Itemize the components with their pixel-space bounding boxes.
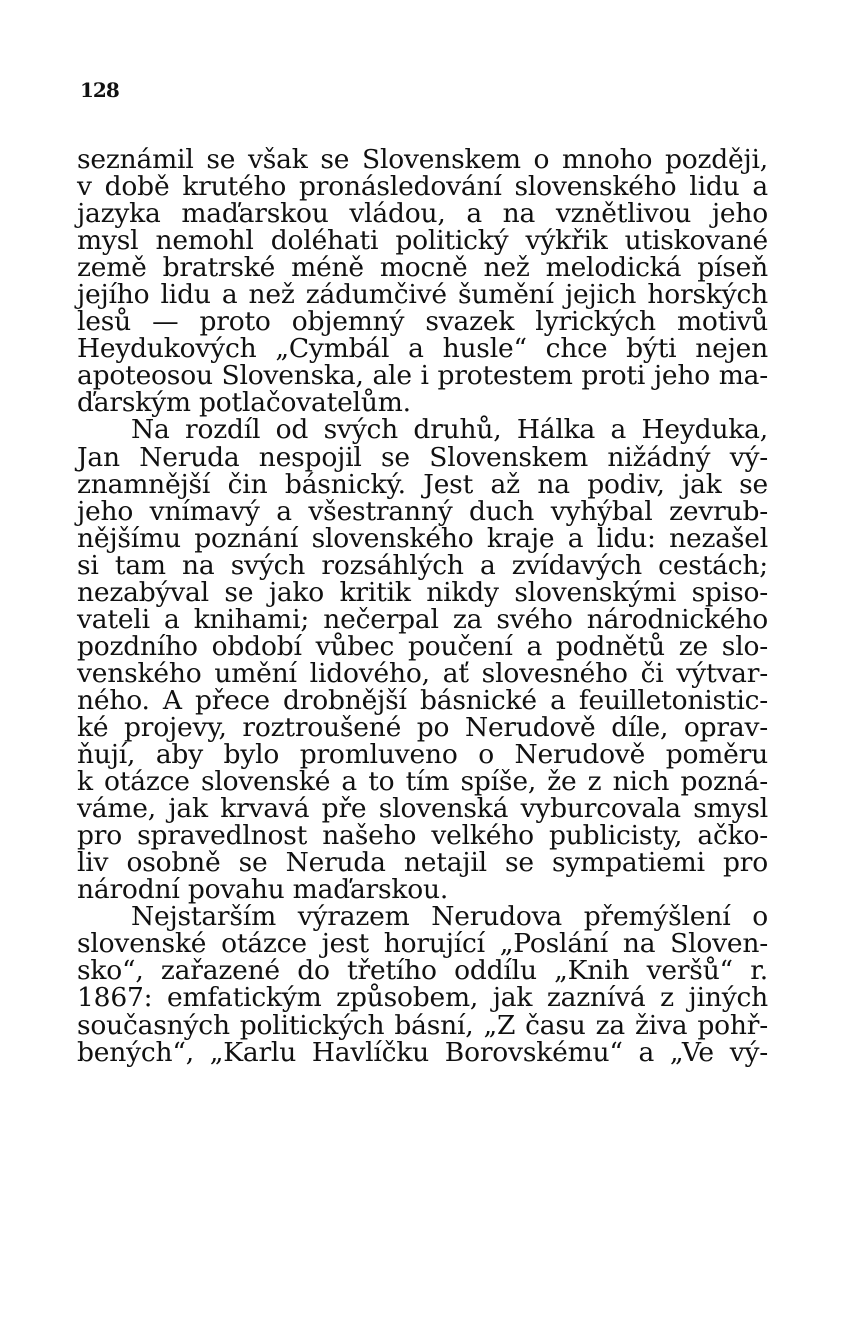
text-line: slovenské otázce jest horující „Poslání na Sloven- xyxy=(77,928,768,960)
text-line: pozdního období vůbec poučení a podnětů ze slo- xyxy=(77,630,768,662)
text-line: ďarským potlačovatelům. xyxy=(77,387,411,419)
text-line: lesů — proto objemný svazek lyrických motivů xyxy=(77,306,768,338)
text-line: znamnější čin básnický. Jest až na podiv, jak se xyxy=(77,468,768,500)
text-line: nějšímu poznání slovenského kraje a lidu: nezašel xyxy=(77,522,768,554)
text-line: Nejstarším výrazem Nerudova přemýšlení o xyxy=(131,901,768,933)
paragraph xyxy=(77,901,768,1068)
text-line: jejího lidu a než zádumčivé šumění jejich horských xyxy=(77,279,768,311)
text-line: jazyka maďarskou vládou, a na vznětlivou jeho xyxy=(77,198,768,230)
text-line: Na rozdíl od svých druhů, Hálka a Heyduka, xyxy=(131,414,768,446)
text-line: ného. A přece drobnější básnické a feuilletonistic- xyxy=(77,684,768,716)
text-line: v době krutého pronásledování slovenského lidu a xyxy=(77,171,768,203)
text-line: země bratrské méně mocně než melodická píseň xyxy=(77,252,768,284)
text-line: vateli a knihami; nečerpal za svého národnického xyxy=(77,603,768,635)
text-line: jeho vnímavý a všestranný duch vyhýbal zevrub- xyxy=(77,495,768,527)
text-line: Jan Neruda nespojil se Slovenskem nižádný vý- xyxy=(77,441,768,473)
paragraph xyxy=(77,414,768,906)
text-line: si tam na svých rozsáhlých a zvídavých cestách; xyxy=(77,549,768,581)
paragraph xyxy=(77,144,768,419)
text-line: mysl nemohl doléhati politický výkřik utiskované xyxy=(77,225,768,257)
page-number: 128 xyxy=(80,78,119,102)
text-line: liv osobně se Neruda netajil se sympatiemi pro xyxy=(77,847,768,879)
text-line: k otázce slovenské a to tím spíše, že z nich pozná- xyxy=(77,766,768,798)
text-line: současných politických básní, „Z času za živa pohř- xyxy=(77,1009,768,1041)
text-line: nezabýval se jako kritik nikdy slovenskými spiso- xyxy=(77,576,768,608)
text-line: bených“, „Karlu Havlíčku Borovskému“ a „Ve vý- xyxy=(77,1036,768,1068)
text-line: seznámil se však se Slovenskem o mnoho později, xyxy=(77,144,768,175)
text-line: apoteosou Slovenska, ale i protestem proti jeho ma- xyxy=(77,360,768,392)
text-line: sko“, zařazené do třetího oddílu „Knih veršů“ r. xyxy=(77,955,768,987)
text-line: ké projevy, roztroušené po Nerudově díle, oprav- xyxy=(77,711,768,743)
text-line: ňují, aby bylo promluveno o Nerudově poměru xyxy=(77,739,768,771)
text-line: národní povahu maďarskou. xyxy=(77,874,449,906)
body-text xyxy=(77,146,768,1066)
text-line: Heydukových „Cymbál a husle“ chce býti nejen xyxy=(77,333,768,365)
text-line: 1867: emfatickým způsobem, jak zaznívá z jiných xyxy=(77,982,768,1014)
text-line: venského umění lidového, ať slovesného či výtvar- xyxy=(77,657,768,689)
text-line: pro spravedlnost našeho velkého publicisty, ačko- xyxy=(77,820,768,852)
text-line: váme, jak krvavá pře slovenská vyburcovala smysl xyxy=(77,793,768,825)
